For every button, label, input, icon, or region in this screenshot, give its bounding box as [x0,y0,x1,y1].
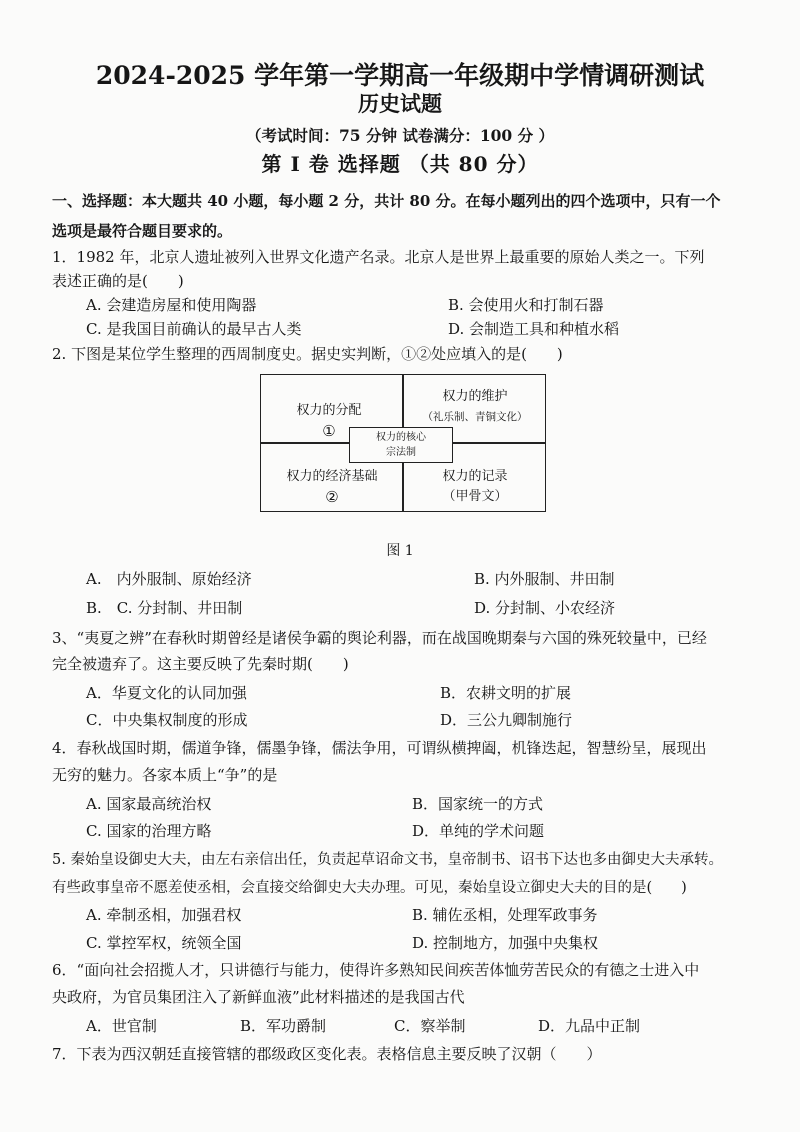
diagram-cell-power-record [407,467,543,507]
question-5-option-c[interactable]: C. 掌控军权，统领全国 [86,934,242,952]
question-2-option-c[interactable]: B. C. 分封制、井田制 [86,599,243,617]
instructions-line-2: 选项是最符合题目要求的。 [52,222,233,240]
question-5-stem-2: 有些政事皇帝不愿差使丞相，会直接交给御史大夫办理。可见，秦始皇设立御史大夫的目的是( ) [52,880,687,896]
exam-title: 2024-2025 学年第一学期高一年级期中学情调研测试 [95,61,705,90]
question-3-option-b[interactable]: B．农耕文明的扩展 [440,684,572,702]
instructions-line-1: 一、选择题：本大题共 40 小题，每小题 2 分，共计 80 分。在每小题列出的四个选项中，只有一个 [52,192,721,210]
diagram-label: 权力的维护 [442,389,508,404]
question-6-option-a[interactable]: A．世官制 [86,1017,157,1035]
question-4-stem-1: 4．春秋战国时期，儒道争锋，儒墨争锋，儒法争用，可谓纵横捭阖，机锋迭起，智慧纷呈，展现出 [52,739,707,757]
question-1-stem-1: 1．1982 年，北京人遗址被列入世界文化遗产名录。北京人是世界上最重要的原始人类之一。下列 [52,248,705,266]
question-4-option-a[interactable]: A. 国家最高统治权 [86,795,212,813]
question-5-stem-1: 5. 秦始皇设御史大夫，由左右亲信出任，负责起草诏命文书，皇帝制书、诏书下达也多由御史大夫承转。 [52,852,723,868]
question-4-option-d[interactable]: D．单纯的学术问题 [412,822,545,840]
question-3-option-c[interactable]: C．中央集权制度的形成 [86,711,248,729]
diagram-label: 权力的分配 [296,403,362,418]
question-3-option-a[interactable]: A．华夏文化的认同加强 [86,684,247,702]
question-1-option-c[interactable]: C. 是我国目前确认的最早古人类 [86,320,302,338]
question-1-option-d[interactable]: D. 会制造工具和种植水稻 [448,320,620,338]
question-6-stem-2: 央政府，为官员集团注入了新鲜血液”此材料描述的是我国古代 [52,988,465,1006]
diagram-center-sublabel: 宗法制 [386,447,416,458]
question-6-option-b[interactable]: B．军功爵制 [240,1017,327,1035]
diagram-blank-2: ② [325,488,339,506]
question-3-option-d[interactable]: D．三公九卿制施行 [440,711,573,729]
question-5-option-b[interactable]: B. 辅佐丞相，处理军政事务 [412,906,598,924]
question-4-stem-2: 无穷的魅力。各家本质上“争”的是 [52,766,278,784]
question-6-option-d[interactable]: D．九品中正制 [538,1017,641,1035]
exam-info: （考试时间：75 分钟 试卷满分：100 分 ） [245,126,554,145]
section-title: 第 I 卷 选择题 （共 80 分） [261,152,539,176]
diagram-label: 权力的记录 [442,469,508,484]
diagram-center-box [349,427,453,463]
question-2-option-a[interactable]: A. 内外服制、原始经济 [86,570,252,588]
question-6-option-c[interactable]: C．察举制 [394,1017,466,1035]
diagram-cell-economic-base [265,467,399,507]
question-4-option-c[interactable]: C. 国家的治理方略 [86,822,212,840]
question-2-option-b[interactable]: B. 内外服制、井田制 [474,570,615,588]
diagram-sublabel: （甲骨文） [442,489,508,504]
question-3-stem-2: 完全被遗弃了。这主要反映了先秦时期( ) [52,655,349,673]
question-7-stem: 7．下表为西汉朝廷直接管辖的郡级政区变化表。表格信息主要反映了汉朝（ ） [52,1045,602,1063]
question-5-option-d[interactable]: D. 控制地方，加强中央集权 [412,934,599,952]
diagram-cell-power-maintenance [407,387,543,427]
question-4-option-b[interactable]: B．国家统一的方式 [412,795,544,813]
question-5-option-a[interactable]: A. 牵制丞相，加强君权 [86,906,242,924]
system-diagram [260,374,546,512]
diagram-label: 权力的经济基础 [286,469,378,484]
diagram-blank-1: ① [322,422,336,440]
question-3-stem-1: 3、“夷夏之辨”在春秋时期曾经是诸侯争霸的舆论利器，而在战国晚期秦与六国的殊死较量中，已经 [52,629,707,647]
diagram-center-label: 权力的核心 [376,432,426,443]
question-2-option-d[interactable]: D. 分封制、小农经济 [474,599,616,617]
figure-caption: 图 1 [386,543,414,559]
subject-title: 历史试题 [358,91,442,116]
question-1-option-a[interactable]: A. 会建造房屋和使用陶器 [86,296,257,314]
question-1-stem-2: 表述正确的是( ) [52,272,184,290]
question-6-stem-1: 6．“面向社会招揽人才，只讲德行与能力，使得许多熟知民间疾苦体恤劳苦民众的有德之士进入中 [52,961,700,979]
question-2-stem: 2. 下图是某位学生整理的西周制度史。据史实判断，①②处应填入的是( ) [52,345,563,363]
diagram-sublabel: （礼乐制、青铜文化） [422,411,528,423]
question-1-option-b[interactable]: B. 会使用火和打制石器 [448,296,604,314]
